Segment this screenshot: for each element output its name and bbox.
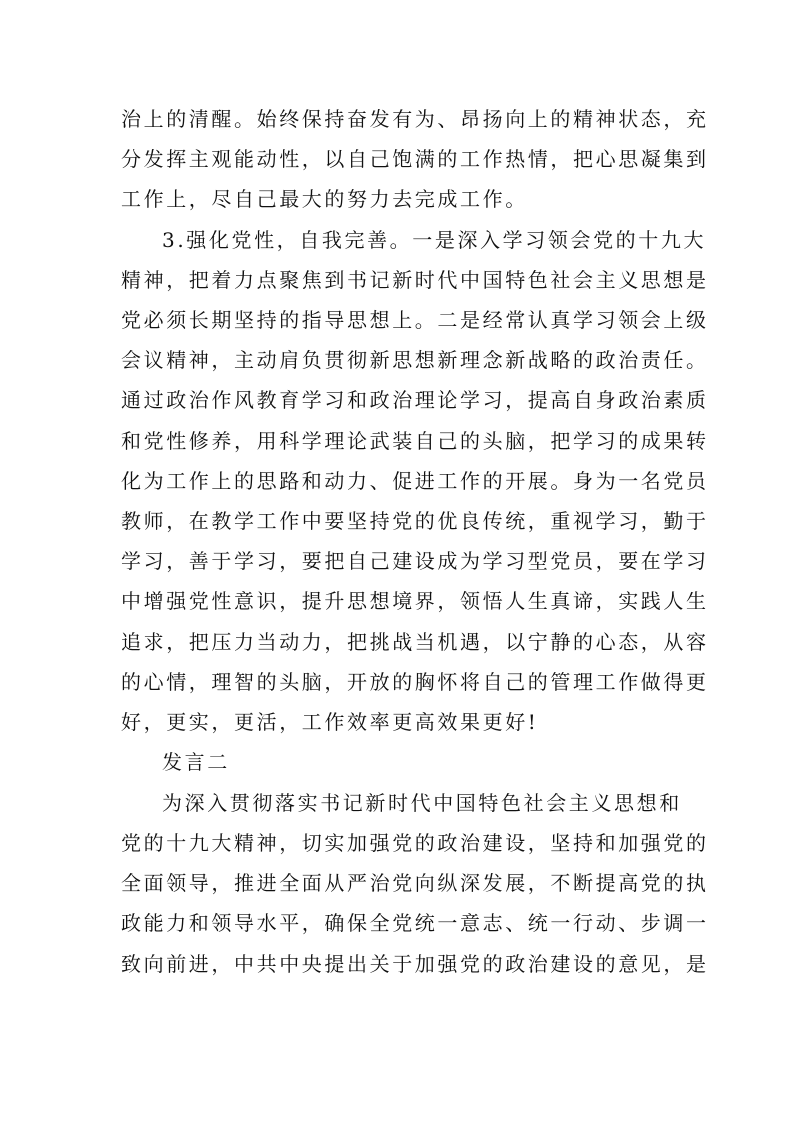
body-text-line: 会议精神，主动肩负贯彻新思想新理念新战略的政治责任。 <box>121 348 709 372</box>
speech-heading: 发言二 <box>162 750 230 774</box>
body-text-line: 治上的清醒。始终保持奋发有为、昂扬向上的精神状态，充 <box>121 107 709 131</box>
body-text-line: 中增强党性意识，提升思想境界，领悟人生真谛，实践人生 <box>121 589 709 613</box>
body-text-line: 党的十九大精神，切实加强党的政治建设，坚持和加强党的 <box>121 831 709 855</box>
body-text-line: 的心情，理智的头脑，开放的胸怀将自己的管理工作做得更 <box>121 670 709 694</box>
body-text-line: 好，更实，更活，工作效率更高效果更好! <box>121 710 539 734</box>
body-text-line: 工作上，尽自己最大的努力去完成工作。 <box>121 187 528 211</box>
body-text-line: 通过政治作风教育学习和政治理论学习，提高自身政治素质 <box>121 388 709 412</box>
body-text-line: 化为工作上的思路和动力、促进工作的开展。身为一名党员 <box>121 469 709 493</box>
body-text-line: 精神，把着力点聚焦到书记新时代中国特色社会主义思想是 <box>121 268 709 292</box>
section-heading-line: 3.强化党性，自我完善。一是深入学习领会党的十九大 <box>162 228 707 252</box>
body-text-line: 致向前进，中共中央提出关于加强党的政治建设的意见，是 <box>121 952 709 976</box>
body-text-line: 全面领导，推进全面从严治党向纵深发展，不断提高党的执 <box>121 871 709 895</box>
paragraph-start-line: 为深入贯彻落实书记新时代中国特色社会主义思想和 <box>162 791 682 815</box>
body-text-line: 学习，善于学习，要把自己建设成为学习型党员，要在学习 <box>121 549 709 573</box>
body-text-line: 和党性修养，用科学理论武装自己的头脑，把学习的成果转 <box>121 429 709 453</box>
body-text-line: 分发挥主观能动性，以自己饱满的工作热情，把心思凝集到 <box>121 147 709 171</box>
body-text-line: 党必须长期坚持的指导思想上。二是经常认真学习领会上级 <box>121 308 709 332</box>
body-text-line: 追求，把压力当动力，把挑战当机遇，以宁静的心态，从容 <box>121 630 709 654</box>
body-text-line: 政能力和领导水平，确保全党统一意志、统一行动、步调一 <box>121 911 709 935</box>
body-text-line: 教师，在教学工作中要坚持党的优良传统，重视学习，勤于 <box>121 509 709 533</box>
